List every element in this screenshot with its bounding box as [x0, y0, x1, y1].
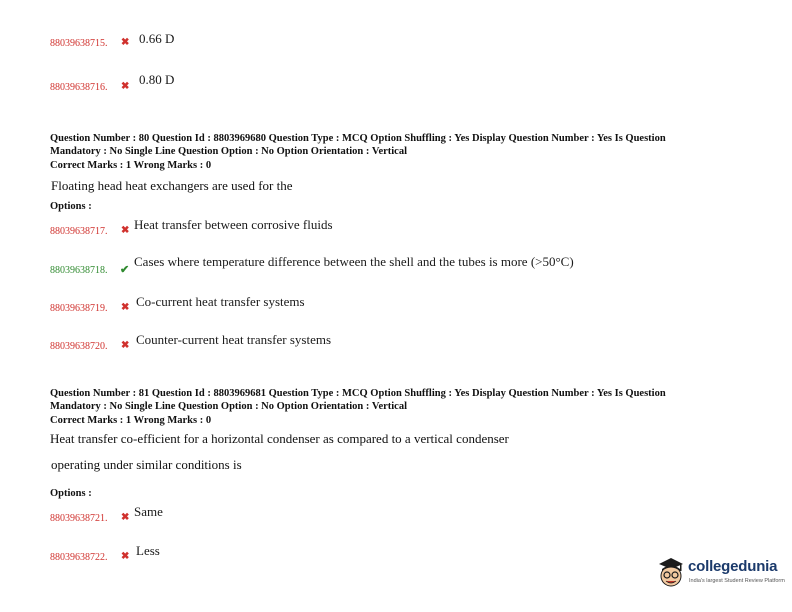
options-label: Options :: [50, 488, 92, 499]
option-id: 88039638717.: [50, 226, 108, 237]
question-meta-line: Question Number : 80 Question Id : 8803969680 Question Type : MCQ Option Shuffling : Yes Display Question Number : Yes Is Question: [50, 133, 666, 144]
wrong-icon: ✖: [121, 81, 130, 92]
question-meta-line: Question Number : 81 Question Id : 8803969681 Question Type : MCQ Option Shuffling : Yes Display Question Number : Yes Is Question: [50, 388, 666, 399]
option-text: Heat transfer between corrosive fluids: [134, 217, 333, 232]
option-id: 88039638722.: [50, 552, 108, 563]
question-text: operating under similar conditions is: [51, 457, 242, 472]
question-marks: Correct Marks : 1 Wrong Marks : 0: [50, 160, 212, 171]
question-meta: [50, 132, 750, 158]
question-text: Heat transfer co-efficient for a horizontal condenser as compared to a vertical condenser: [50, 431, 509, 446]
question-meta-line: Mandatory : No Single Line Question Option : No Option Orientation : Vertical: [50, 146, 408, 157]
option-text: Counter-current heat transfer systems: [136, 332, 332, 347]
option-id: 88039638721.: [50, 513, 108, 524]
option-text: Co-current heat transfer systems: [136, 294, 305, 309]
brand-name: collegedunia: [688, 558, 778, 575]
check-icon: ✔: [120, 264, 130, 276]
brand-tagline: India's largest Student Review Platform: [689, 578, 785, 584]
option-text: 0.66 D: [139, 31, 175, 46]
option-text: Less: [136, 543, 160, 558]
option-id: 88039638718.: [50, 265, 108, 276]
question-meta-line: Mandatory : No Single Line Question Option : No Option Orientation : Vertical: [50, 401, 408, 412]
options-label: Options :: [50, 201, 92, 212]
option-text: 0.80 D: [139, 72, 175, 87]
option-text: Cases where temperature difference between the shell and the tubes is more (>50°C): [134, 254, 574, 269]
option-id: 88039638716.: [50, 82, 108, 93]
wrong-icon: ✖: [121, 512, 130, 523]
wrong-icon: ✖: [121, 302, 130, 313]
option-id: 88039638715.: [50, 38, 108, 49]
mascot-icon: [656, 556, 686, 590]
question-meta: [50, 387, 750, 413]
question-marks: Correct Marks : 1 Wrong Marks : 0: [50, 415, 212, 426]
collegedunia-logo: [656, 552, 788, 596]
wrong-icon: ✖: [121, 37, 130, 48]
wrong-icon: ✖: [121, 551, 130, 562]
question-text: Floating head heat exchangers are used for the: [51, 178, 293, 193]
wrong-icon: ✖: [121, 225, 130, 236]
option-text: Same: [134, 504, 163, 519]
option-id: 88039638720.: [50, 341, 108, 352]
wrong-icon: ✖: [121, 340, 130, 351]
option-id: 88039638719.: [50, 303, 108, 314]
